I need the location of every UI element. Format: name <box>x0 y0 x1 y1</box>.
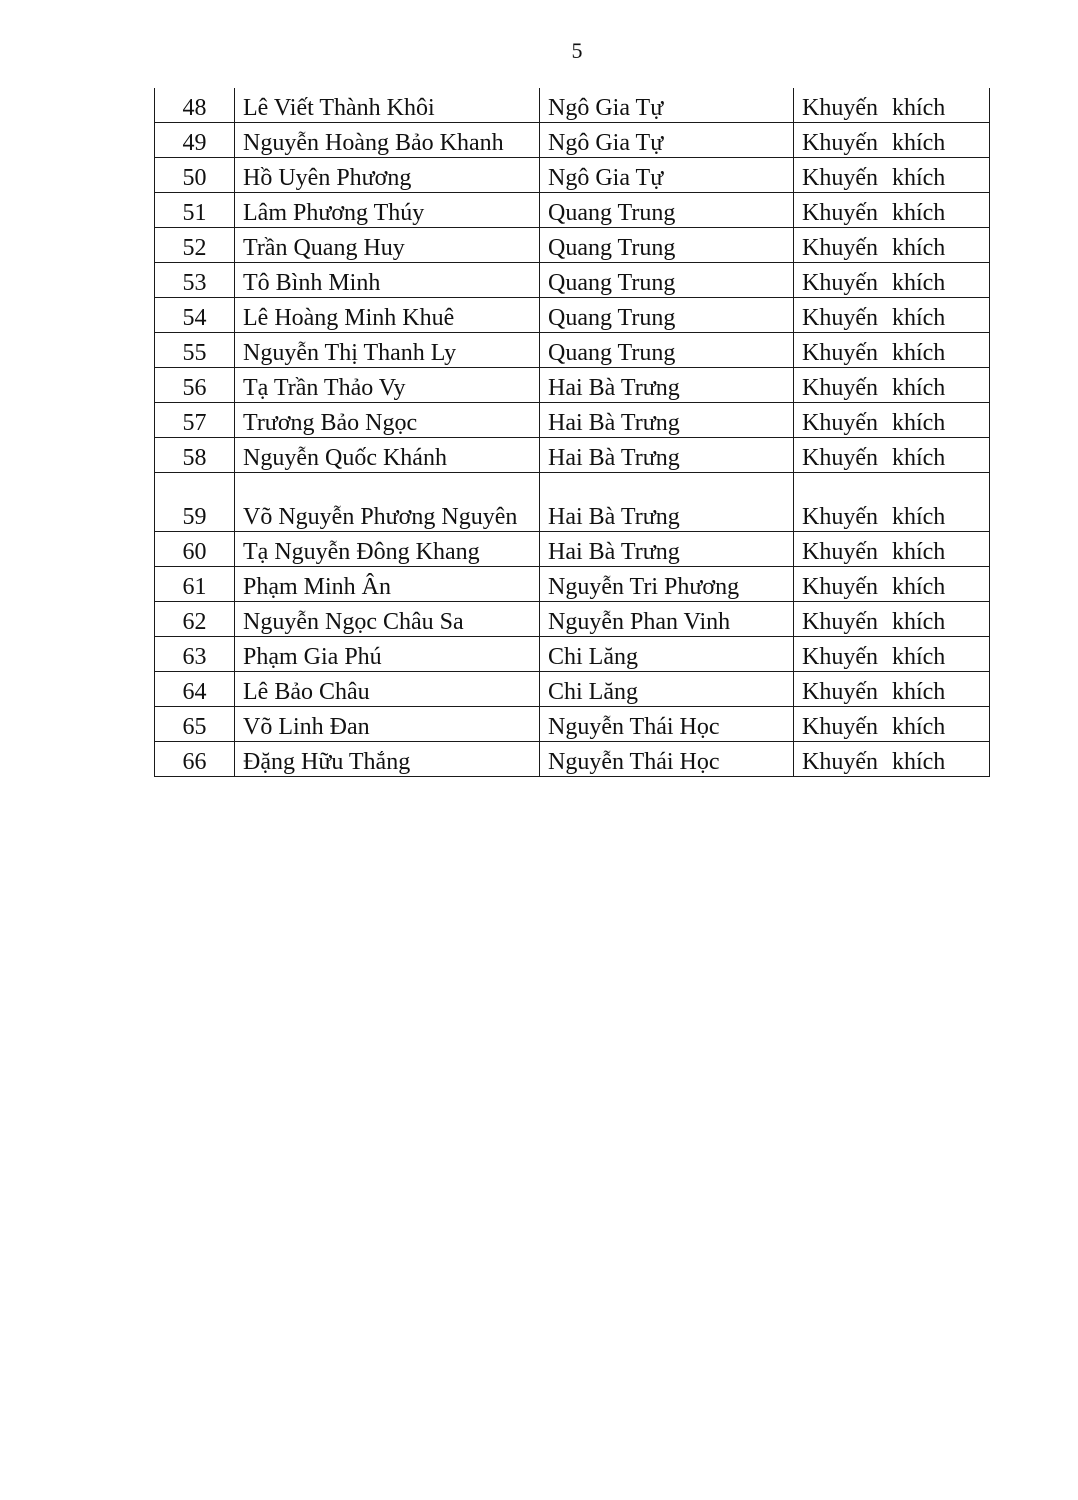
award: Khuyến khích <box>794 333 990 368</box>
school-name: Quang Trung <box>540 228 794 263</box>
student-name: Lê Bảo Châu <box>235 672 540 707</box>
page-number: 5 <box>571 38 583 63</box>
row-number: 64 <box>155 672 235 707</box>
school-name: Nguyễn Thái Học <box>540 742 794 777</box>
award: Khuyến khích <box>794 532 990 567</box>
table-row <box>155 532 990 567</box>
school-name: Hai Bà Trưng <box>540 473 794 532</box>
row-number: 51 <box>155 193 235 228</box>
school-name: Quang Trung <box>540 298 794 333</box>
student-name: Tạ Trần Thảo Vy <box>235 368 540 403</box>
award: Khuyến khích <box>794 403 990 438</box>
school-name: Ngô Gia Tự <box>540 123 794 158</box>
student-name: Nguyễn Hoàng Bảo Khanh <box>235 123 540 158</box>
award: Khuyến khích <box>794 298 990 333</box>
student-name: Phạm Gia Phú <box>235 637 540 672</box>
table-row <box>155 158 990 193</box>
student-name: Nguyễn Quốc Khánh <box>235 438 540 473</box>
results-table <box>154 88 990 777</box>
row-number: 59 <box>155 473 235 532</box>
award: Khuyến khích <box>794 602 990 637</box>
student-name: Trần Quang Huy <box>235 228 540 263</box>
row-number: 66 <box>155 742 235 777</box>
school-name: Chi Lăng <box>540 637 794 672</box>
student-name: Lê Viết Thành Khôi <box>235 88 540 123</box>
row-number: 60 <box>155 532 235 567</box>
table-row <box>155 438 990 473</box>
table-row <box>155 637 990 672</box>
student-name: Võ Linh Đan <box>235 707 540 742</box>
table-row <box>155 123 990 158</box>
row-number: 55 <box>155 333 235 368</box>
row-number: 61 <box>155 567 235 602</box>
table-row <box>155 742 990 777</box>
student-name: Nguyễn Thị Thanh Ly <box>235 333 540 368</box>
table-row <box>155 672 990 707</box>
table-row <box>155 263 990 298</box>
school-name: Hai Bà Trưng <box>540 368 794 403</box>
row-number: 52 <box>155 228 235 263</box>
table-row <box>155 567 990 602</box>
school-name: Nguyễn Tri Phương <box>540 567 794 602</box>
award: Khuyến khích <box>794 637 990 672</box>
row-number: 62 <box>155 602 235 637</box>
award: Khuyến khích <box>794 123 990 158</box>
award: Khuyến khích <box>794 193 990 228</box>
student-name: Võ Nguyễn Phương Nguyên <box>235 473 540 532</box>
school-name: Quang Trung <box>540 193 794 228</box>
school-name: Ngô Gia Tự <box>540 158 794 193</box>
award: Khuyến khích <box>794 88 990 123</box>
school-name: Quang Trung <box>540 333 794 368</box>
row-number: 63 <box>155 637 235 672</box>
award: Khuyến khích <box>794 158 990 193</box>
award: Khuyến khích <box>794 707 990 742</box>
row-number: 56 <box>155 368 235 403</box>
student-name: Hồ Uyên Phương <box>235 158 540 193</box>
school-name: Chi Lăng <box>540 672 794 707</box>
school-name: Quang Trung <box>540 263 794 298</box>
school-name: Hai Bà Trưng <box>540 403 794 438</box>
student-name: Phạm Minh Ân <box>235 567 540 602</box>
table-row <box>155 473 990 532</box>
school-name: Nguyễn Thái Học <box>540 707 794 742</box>
award: Khuyến khích <box>794 672 990 707</box>
student-name: Trương Bảo Ngọc <box>235 403 540 438</box>
table-row <box>155 403 990 438</box>
award: Khuyến khích <box>794 567 990 602</box>
table-row <box>155 707 990 742</box>
award: Khuyến khích <box>794 228 990 263</box>
table-row <box>155 368 990 403</box>
award: Khuyến khích <box>794 742 990 777</box>
row-number: 65 <box>155 707 235 742</box>
award: Khuyến khích <box>794 368 990 403</box>
row-number: 53 <box>155 263 235 298</box>
student-name: Tạ Nguyễn Đông Khang <box>235 532 540 567</box>
table-row <box>155 333 990 368</box>
student-name: Nguyễn Ngọc Châu Sa <box>235 602 540 637</box>
table-row <box>155 602 990 637</box>
school-name: Hai Bà Trưng <box>540 532 794 567</box>
student-name: Lâm Phương Thúy <box>235 193 540 228</box>
table-row <box>155 193 990 228</box>
row-number: 49 <box>155 123 235 158</box>
student-name: Lê Hoàng Minh Khuê <box>235 298 540 333</box>
row-number: 58 <box>155 438 235 473</box>
school-name: Hai Bà Trưng <box>540 438 794 473</box>
table-row <box>155 88 990 123</box>
table-row <box>155 228 990 263</box>
table-row <box>155 298 990 333</box>
row-number: 50 <box>155 158 235 193</box>
row-number: 54 <box>155 298 235 333</box>
student-name: Tô Bình Minh <box>235 263 540 298</box>
student-name: Đặng Hữu Thắng <box>235 742 540 777</box>
award: Khuyến khích <box>794 473 990 532</box>
school-name: Ngô Gia Tự <box>540 88 794 123</box>
award: Khuyến khích <box>794 438 990 473</box>
award: Khuyến khích <box>794 263 990 298</box>
row-number: 57 <box>155 403 235 438</box>
school-name: Nguyễn Phan Vinh <box>540 602 794 637</box>
row-number: 48 <box>155 88 235 123</box>
